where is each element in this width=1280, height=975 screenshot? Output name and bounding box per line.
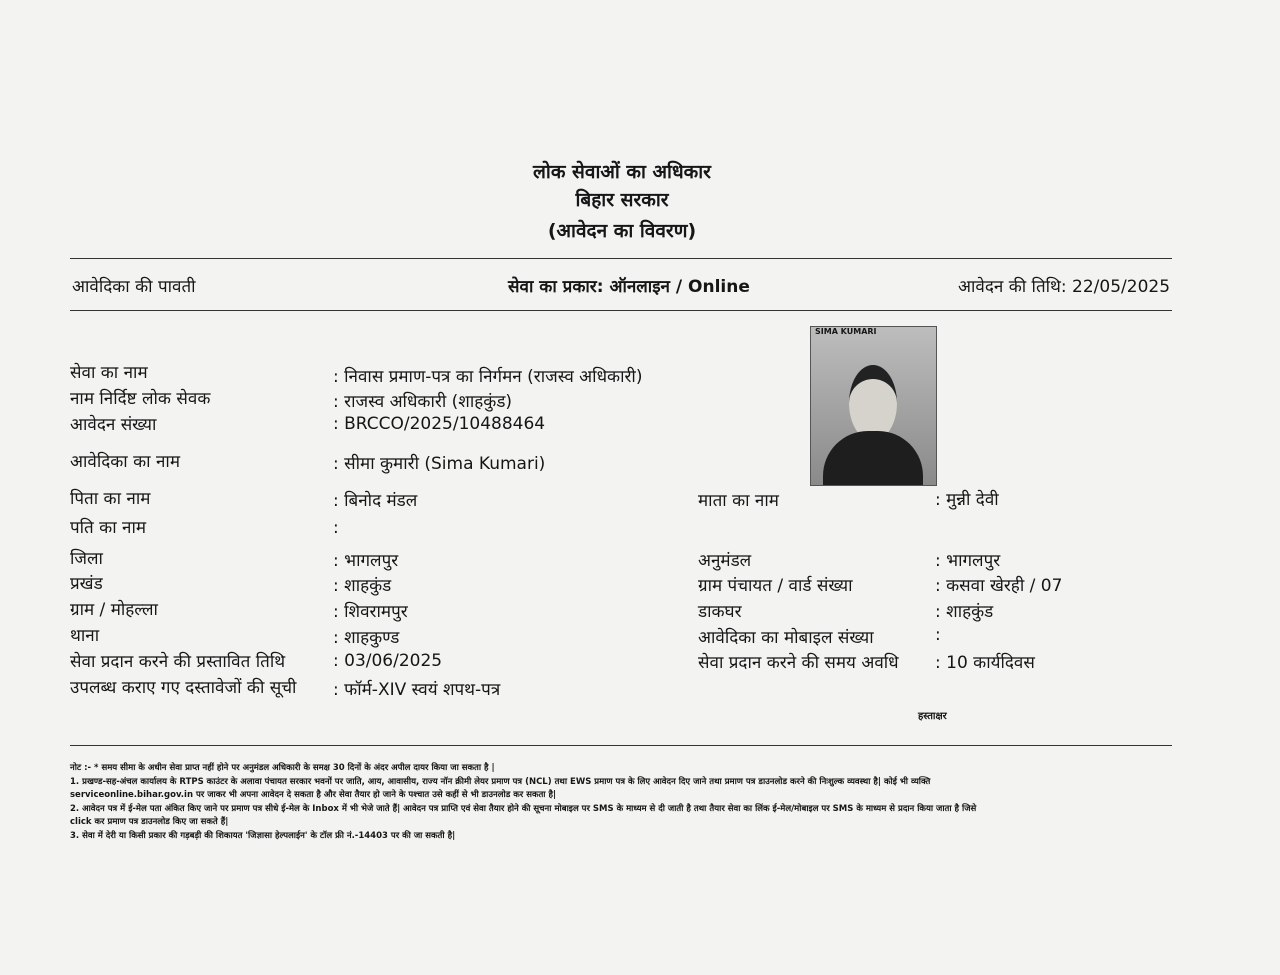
divider [70, 310, 1172, 311]
field-label: आवेदिका का मोबाइल संख्या [698, 628, 874, 648]
application-date: आवेदन की तिथि: 22/05/2025 [958, 277, 1171, 297]
field-value: : मुन्नी देवी [935, 490, 999, 510]
title-details: (आवेदन का विवरण) [547, 220, 697, 242]
field-value: : [935, 625, 941, 645]
field-value: : फॉर्म-XIV स्वयं शपथ-पत्र [333, 680, 501, 700]
field-label: आवेदिका का नाम [70, 452, 180, 472]
field-label: ग्राम / मोहल्ला [70, 600, 158, 620]
note-line: 1. प्रखण्ड-सह-अंचल कार्यालय के RTPS काउंटर के अलावा पंचायत सरकार भवनों पर जाति, आय, आवासीय, राज्य नॉन क्रीमी लेयर प्रमाण पत्र (NCL) तथा EWS प्रमाण पत्र के लिए आवेदन दिए जाने तथा प्रमाण पत्र डाउनलोड करने की निःशुल्क व्यवस्था है| कोई भी व्यक्ति [70, 776, 931, 787]
field-value: : शाहकुंड [333, 576, 392, 596]
applicant-photo [810, 326, 937, 486]
service-type: सेवा का प्रकार: ऑनलाइन / Online [508, 277, 750, 297]
photo-body [823, 431, 923, 486]
field-label: प्रखंड [70, 574, 103, 594]
field-value: : [333, 518, 339, 538]
field-value: : शिवरामपुर [333, 602, 408, 622]
receipt-label: आवेदिका की पावती [72, 277, 196, 297]
field-value: : राजस्व अधिकारी (शाहकुंड) [333, 392, 513, 412]
field-value: : 10 कार्यदिवस [935, 653, 1035, 673]
field-label: आवेदन संख्या [70, 415, 157, 435]
field-value: : भागलपुर [935, 551, 1001, 571]
notes [70, 762, 1180, 843]
note-line: 3. सेवा में देरी या किसी प्रकार की गड़बड़ी की शिकायत 'जिज्ञासा हेल्पलाईन' के टॉल फ्री नं.-14403 पर की जा सकती है| [70, 830, 456, 841]
field-value: : BRCCO/2025/10488464 [333, 414, 546, 434]
field-label: सेवा का नाम [70, 363, 148, 383]
note-line: 2. आवेदन पत्र में ई-मेल पता अंकित किए जाने पर प्रमाण पत्र सीधे ई-मेल के Inbox में भी भेजे जाते हैं| आवेदन पत्र प्राप्ति एवं सेवा तैयार होने की सूचना मोबाइल पर SMS के माध्यम से दी जाती है तथा तैयार सेवा का लिंक ई-मेल/मोबाइल पर SMS के माध्यम से प्रदान किया जाता है जिसे [70, 803, 977, 814]
divider [70, 258, 1172, 259]
field-value: : भागलपुर [333, 551, 399, 571]
photo-caption: SIMA KUMARI [815, 327, 877, 336]
title-government: बिहार सरकार [575, 189, 669, 211]
field-label: जिला [70, 549, 103, 569]
field-label: ग्राम पंचायत / वार्ड संख्या [698, 576, 853, 596]
field-value: : शाहकुण्ड [333, 628, 400, 648]
field-label: माता का नाम [698, 491, 779, 511]
field-label: डाकघर [698, 602, 742, 622]
note-line: नोट :- * समय सीमा के अधीन सेवा प्राप्त नहीं होने पर अनुमंडल अधिकारी के समक्ष 30 दिनों के अंदर अपील दायर किया जा सकता है | [70, 763, 495, 773]
field-value: : 03/06/2025 [333, 651, 443, 671]
field-value: : शाहकुंड [935, 602, 994, 622]
field-label: नाम निर्दिष्ट लोक सेवक [70, 389, 211, 409]
signature-label: हस्ताक्षर [918, 711, 947, 722]
field-value: : बिनोद मंडल [333, 491, 418, 511]
divider [70, 745, 1172, 746]
field-label: थाना [70, 626, 100, 646]
field-value: : निवास प्रमाण-पत्र का निर्गमन (राजस्व अधिकारी) [333, 367, 643, 387]
field-label: पिता का नाम [70, 489, 151, 509]
field-value: : सीमा कुमारी (Sima Kumari) [333, 454, 546, 474]
field-label: उपलब्ध कराए गए दस्तावेजों की सूची [70, 678, 297, 698]
field-label: सेवा प्रदान करने की समय अवधि [698, 653, 899, 673]
field-value: : कसवा खेरही / 07 [935, 576, 1063, 596]
field-label: पति का नाम [70, 518, 147, 538]
note-line: click कर प्रमाण पत्र डाउनलोड किए जा सकते हैं| [70, 817, 229, 827]
note-line: serviceonline.bihar.gov.in पर जाकर भी अपना आवेदन दे सकता है और सेवा तैयार हो जाने के पश्चात उसे कहीं से भी डाउनलोड कर सकता है| [70, 790, 557, 800]
photo-face [849, 365, 897, 441]
field-label: सेवा प्रदान करने की प्रस्तावित तिथि [70, 652, 286, 672]
field-label: अनुमंडल [698, 551, 752, 571]
title-rights: लोक सेवाओं का अधिकार [533, 161, 711, 183]
